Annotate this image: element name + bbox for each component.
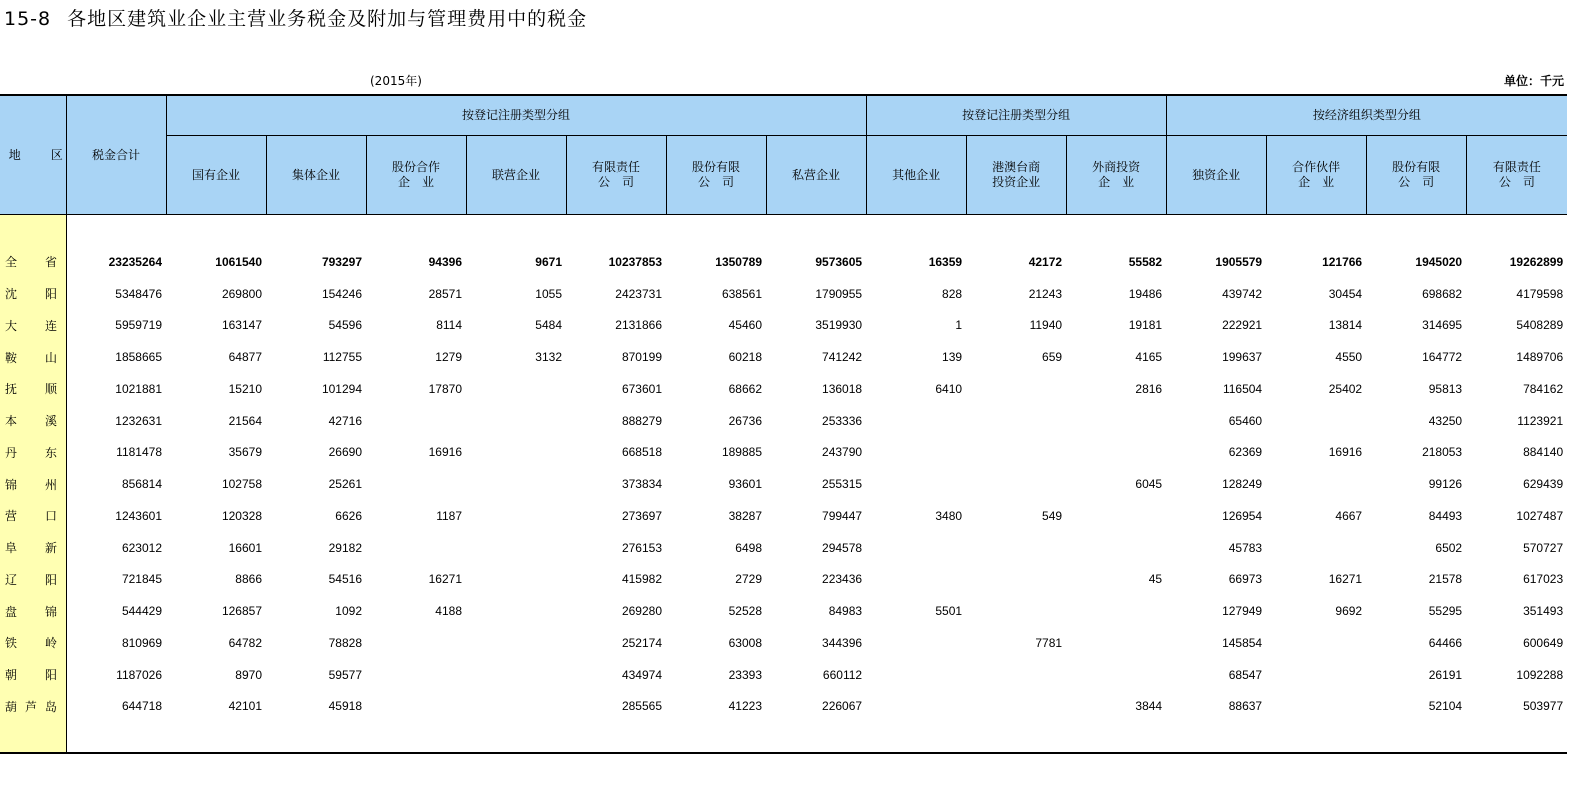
value-cell: 55582 bbox=[1128, 254, 1163, 269]
region-cell: 辽阳 bbox=[0, 564, 66, 596]
value-cell: 8114 bbox=[436, 318, 462, 333]
value-cell bbox=[1066, 659, 1166, 691]
value-cell: 13814 bbox=[1328, 318, 1363, 333]
value-cell bbox=[366, 405, 466, 437]
value-cell: 439742 bbox=[1222, 286, 1263, 301]
value-cell: 19181 bbox=[1128, 318, 1163, 333]
value-cell: 503977 bbox=[1523, 699, 1564, 714]
value-cell: 1489706 bbox=[1516, 350, 1564, 365]
value-cell: 42172 bbox=[1028, 254, 1063, 269]
value-cell bbox=[466, 659, 566, 691]
value-cell: 6410 bbox=[935, 381, 963, 396]
table-row bbox=[0, 437, 1567, 469]
value-cell bbox=[966, 405, 1066, 437]
value-cell: 121766 bbox=[1322, 254, 1363, 269]
unit-value: 千元 bbox=[1539, 74, 1564, 88]
value-cell: 116504 bbox=[1222, 381, 1263, 396]
region-cell: 阜新 bbox=[0, 532, 66, 564]
value-cell: 15210 bbox=[228, 381, 262, 396]
region-cell: 沈阳 bbox=[0, 278, 66, 310]
value-cell bbox=[1266, 405, 1366, 437]
value-cell: 16601 bbox=[228, 540, 262, 555]
region-cell bbox=[0, 215, 66, 247]
value-cell: 884140 bbox=[1523, 445, 1564, 460]
value-cell: 63008 bbox=[728, 635, 762, 650]
value-cell: 29182 bbox=[328, 540, 362, 555]
value-cell: 1187026 bbox=[116, 667, 162, 682]
value-cell: 43250 bbox=[1428, 413, 1463, 428]
value-cell bbox=[1066, 500, 1166, 532]
value-cell: 23393 bbox=[728, 667, 762, 682]
region-header: 地区 bbox=[0, 95, 66, 215]
value-cell: 65460 bbox=[1228, 413, 1263, 428]
region-cell: 抚顺 bbox=[0, 373, 66, 405]
value-cell bbox=[466, 627, 566, 659]
value-cell: 84493 bbox=[1428, 508, 1463, 523]
value-cell bbox=[866, 468, 966, 500]
value-cell: 64466 bbox=[1428, 635, 1463, 650]
value-cell: 1243601 bbox=[115, 508, 162, 523]
column-header: 独资企业 bbox=[1166, 136, 1266, 215]
value-cell: 189885 bbox=[721, 445, 762, 460]
value-cell: 42716 bbox=[328, 413, 362, 428]
value-cell: 793297 bbox=[321, 254, 362, 269]
value-cell: 1092288 bbox=[1516, 667, 1564, 682]
value-cell: 120328 bbox=[221, 508, 262, 523]
column-header: 外商投资 企 业 bbox=[1066, 136, 1166, 215]
group-header-economic: 按经济组织类型分组 bbox=[1166, 95, 1567, 136]
value-cell: 59577 bbox=[328, 667, 362, 682]
value-cell: 1279 bbox=[435, 350, 462, 365]
value-cell bbox=[1266, 468, 1366, 500]
value-cell: 19486 bbox=[1128, 286, 1163, 301]
value-cell: 68662 bbox=[728, 381, 762, 396]
value-cell: 1187 bbox=[436, 508, 462, 523]
value-cell: 3132 bbox=[535, 350, 562, 365]
value-cell: 544429 bbox=[121, 604, 162, 619]
table-row bbox=[0, 659, 1567, 691]
value-cell: 35679 bbox=[228, 445, 262, 460]
value-cell: 222921 bbox=[1222, 318, 1263, 333]
column-header: 股份有限 公 司 bbox=[1366, 136, 1466, 215]
value-cell: 30454 bbox=[1328, 286, 1363, 301]
region-cell: 鞍山 bbox=[0, 341, 66, 373]
value-cell: 6626 bbox=[335, 508, 362, 523]
value-cell: 1790955 bbox=[815, 286, 863, 301]
value-cell: 1350789 bbox=[715, 254, 762, 269]
value-cell: 45 bbox=[1148, 572, 1163, 587]
value-cell: 1945020 bbox=[1415, 254, 1463, 269]
value-cell: 4667 bbox=[1335, 508, 1363, 523]
region-cell: 丹东 bbox=[0, 437, 66, 469]
value-cell: 28571 bbox=[428, 286, 462, 301]
value-cell bbox=[1066, 437, 1166, 469]
value-cell: 2816 bbox=[1135, 381, 1163, 396]
value-cell: 45460 bbox=[728, 318, 762, 333]
value-cell: 42101 bbox=[228, 699, 262, 714]
value-cell: 223436 bbox=[822, 572, 863, 587]
value-cell bbox=[866, 627, 966, 659]
value-cell: 617023 bbox=[1523, 572, 1564, 587]
table-row bbox=[0, 405, 1567, 437]
table-row bbox=[0, 627, 1567, 659]
value-cell: 784162 bbox=[1523, 381, 1564, 396]
unit-label: 单位： bbox=[1503, 74, 1540, 88]
value-cell: 16916 bbox=[428, 445, 462, 460]
value-cell: 21564 bbox=[228, 413, 262, 428]
value-cell: 94396 bbox=[428, 254, 462, 269]
value-cell bbox=[966, 373, 1066, 405]
value-cell: 54516 bbox=[328, 572, 362, 587]
value-cell: 1858665 bbox=[115, 350, 162, 365]
value-cell: 62369 bbox=[1228, 445, 1263, 460]
value-cell: 5959719 bbox=[115, 318, 162, 333]
value-cell: 38287 bbox=[728, 508, 762, 523]
value-cell: 6498 bbox=[735, 540, 762, 555]
value-cell: 252174 bbox=[621, 635, 662, 650]
value-cell bbox=[466, 437, 566, 469]
value-cell bbox=[1266, 627, 1366, 659]
year-note: (2015年) bbox=[370, 74, 422, 88]
table-title: 各地区建筑业企业主营业务税金及附加与管理费用中的税金 bbox=[67, 8, 588, 30]
value-cell: 828 bbox=[942, 286, 963, 301]
value-cell: 102758 bbox=[221, 477, 262, 492]
value-cell bbox=[466, 373, 566, 405]
value-cell: 8866 bbox=[235, 572, 262, 587]
value-cell bbox=[966, 532, 1066, 564]
value-cell: 139 bbox=[942, 350, 963, 365]
region-cell: 全省 bbox=[0, 246, 66, 278]
column-header: 联营企业 bbox=[466, 136, 566, 215]
region-cell: 铁岭 bbox=[0, 627, 66, 659]
value-cell bbox=[466, 405, 566, 437]
value-cell: 5348476 bbox=[115, 286, 162, 301]
region-cell: 朝阳 bbox=[0, 659, 66, 691]
value-cell bbox=[966, 691, 1066, 723]
value-cell: 93601 bbox=[728, 477, 762, 492]
value-cell bbox=[966, 659, 1066, 691]
value-cell: 126857 bbox=[221, 604, 262, 619]
column-header: 国有企业 bbox=[166, 136, 266, 215]
column-header: 港澳台商 投资企业 bbox=[966, 136, 1066, 215]
value-cell: 3844 bbox=[1135, 699, 1163, 714]
value-cell: 99126 bbox=[1428, 477, 1463, 492]
value-cell: 164772 bbox=[1422, 350, 1463, 365]
value-cell: 54596 bbox=[328, 318, 362, 333]
table-row bbox=[0, 691, 1567, 723]
value-cell bbox=[866, 659, 966, 691]
value-cell: 16359 bbox=[928, 254, 963, 269]
value-cell: 16271 bbox=[1328, 572, 1363, 587]
column-header: 股份有限 公 司 bbox=[666, 136, 766, 215]
value-cell: 2729 bbox=[735, 572, 762, 587]
value-cell: 4188 bbox=[435, 604, 462, 619]
value-cell: 17870 bbox=[428, 381, 462, 396]
value-cell: 285565 bbox=[621, 699, 662, 714]
value-cell: 1232631 bbox=[115, 413, 162, 428]
value-cell: 276153 bbox=[621, 540, 662, 555]
value-cell bbox=[1266, 691, 1366, 723]
value-cell: 68547 bbox=[1228, 667, 1263, 682]
page-title bbox=[4, 4, 587, 31]
value-cell: 314695 bbox=[1422, 318, 1463, 333]
value-cell: 1055 bbox=[535, 286, 562, 301]
value-cell: 8970 bbox=[235, 667, 262, 682]
value-cell bbox=[1066, 595, 1166, 627]
value-cell: 5501 bbox=[935, 604, 963, 619]
value-cell: 1905579 bbox=[1215, 254, 1263, 269]
value-cell: 78828 bbox=[328, 635, 362, 650]
value-cell: 9573605 bbox=[815, 254, 863, 269]
value-cell: 45918 bbox=[328, 699, 362, 714]
value-cell: 1092 bbox=[335, 604, 362, 619]
column-header: 合作伙伴 企 业 bbox=[1266, 136, 1366, 215]
value-cell: 1123921 bbox=[1517, 413, 1564, 428]
value-cell bbox=[966, 564, 1066, 596]
table-row bbox=[0, 310, 1567, 342]
value-cell: 26736 bbox=[728, 413, 762, 428]
table-row bbox=[0, 500, 1567, 532]
table-number: 15-8 bbox=[4, 8, 52, 30]
value-cell bbox=[866, 437, 966, 469]
value-cell: 856814 bbox=[121, 477, 162, 492]
column-header: 私营企业 bbox=[766, 136, 866, 215]
value-cell: 7781 bbox=[1035, 635, 1063, 650]
value-cell: 888279 bbox=[621, 413, 662, 428]
value-cell: 45783 bbox=[1228, 540, 1263, 555]
value-cell: 269800 bbox=[221, 286, 262, 301]
value-cell: 16916 bbox=[1328, 445, 1363, 460]
value-cell: 66973 bbox=[1228, 572, 1263, 587]
value-cell: 218053 bbox=[1422, 445, 1463, 460]
value-cell bbox=[866, 691, 966, 723]
group-header-registration-1: 按登记注册类型分组 bbox=[166, 95, 866, 136]
value-cell: 21578 bbox=[1428, 572, 1463, 587]
value-cell: 23235264 bbox=[108, 254, 162, 269]
value-cell: 52528 bbox=[728, 604, 762, 619]
value-cell: 9692 bbox=[1335, 604, 1363, 619]
value-cell: 660112 bbox=[822, 667, 863, 682]
value-cell: 4179598 bbox=[1516, 286, 1564, 301]
value-cell: 549 bbox=[1042, 508, 1063, 523]
value-cell bbox=[866, 532, 966, 564]
value-cell bbox=[466, 500, 566, 532]
value-cell bbox=[1066, 627, 1166, 659]
value-cell: 273697 bbox=[621, 508, 662, 523]
value-cell: 19262899 bbox=[1509, 254, 1564, 269]
value-cell: 6502 bbox=[1435, 540, 1463, 555]
value-cell: 1021881 bbox=[115, 381, 162, 396]
value-cell: 1181478 bbox=[116, 445, 162, 460]
value-cell: 4165 bbox=[1135, 350, 1163, 365]
value-cell: 659 bbox=[1042, 350, 1063, 365]
value-cell: 415982 bbox=[621, 572, 662, 587]
value-cell bbox=[1266, 659, 1366, 691]
column-header: 集体企业 bbox=[266, 136, 366, 215]
value-cell: 741242 bbox=[822, 350, 863, 365]
region-cell: 大连 bbox=[0, 310, 66, 342]
value-cell bbox=[1066, 405, 1166, 437]
value-cell: 4550 bbox=[1335, 350, 1363, 365]
value-cell: 294578 bbox=[822, 540, 863, 555]
value-cell: 11940 bbox=[1029, 318, 1063, 333]
value-cell bbox=[866, 564, 966, 596]
value-cell: 145854 bbox=[1222, 635, 1263, 650]
value-cell: 25402 bbox=[1328, 381, 1363, 396]
value-cell: 668518 bbox=[621, 445, 662, 460]
value-cell: 127949 bbox=[1222, 604, 1263, 619]
region-cell: 锦州 bbox=[0, 468, 66, 500]
unit-note bbox=[1504, 72, 1564, 89]
value-cell: 243790 bbox=[822, 445, 863, 460]
value-cell: 1 bbox=[955, 318, 963, 333]
table-row bbox=[0, 468, 1567, 500]
region-cell: 葫芦岛 bbox=[0, 691, 66, 723]
table-row bbox=[0, 246, 1567, 278]
value-cell bbox=[466, 595, 566, 627]
value-cell bbox=[366, 468, 466, 500]
column-header: 其他企业 bbox=[866, 136, 966, 215]
value-cell: 5484 bbox=[535, 318, 562, 333]
value-cell: 5408289 bbox=[1516, 318, 1564, 333]
value-cell: 1061540 bbox=[215, 254, 262, 269]
value-cell: 60218 bbox=[728, 350, 762, 365]
value-cell: 3519930 bbox=[815, 318, 863, 333]
value-cell: 136018 bbox=[822, 381, 863, 396]
value-cell: 373834 bbox=[621, 477, 662, 492]
value-cell bbox=[466, 532, 566, 564]
group-header-registration-2: 按登记注册类型分组 bbox=[866, 95, 1166, 136]
value-cell: 570727 bbox=[1523, 540, 1564, 555]
value-cell: 25261 bbox=[328, 477, 362, 492]
value-cell: 52104 bbox=[1428, 699, 1463, 714]
value-cell bbox=[966, 468, 1066, 500]
value-cell: 810969 bbox=[121, 635, 162, 650]
value-cell bbox=[466, 468, 566, 500]
value-cell bbox=[1066, 532, 1166, 564]
region-cell: 盘锦 bbox=[0, 595, 66, 627]
table-row bbox=[0, 341, 1567, 373]
column-header: 股份合作 企 业 bbox=[366, 136, 466, 215]
value-cell: 623012 bbox=[121, 540, 162, 555]
value-cell: 26191 bbox=[1428, 667, 1463, 682]
value-cell: 41223 bbox=[728, 699, 762, 714]
value-cell bbox=[466, 691, 566, 723]
value-cell: 6045 bbox=[1135, 477, 1163, 492]
value-cell: 88637 bbox=[1228, 699, 1263, 714]
value-cell: 344396 bbox=[822, 635, 863, 650]
value-cell: 199637 bbox=[1222, 350, 1263, 365]
value-cell: 64877 bbox=[228, 350, 262, 365]
value-cell: 9671 bbox=[535, 254, 562, 269]
table-row bbox=[0, 595, 1567, 627]
value-cell bbox=[866, 405, 966, 437]
value-cell bbox=[366, 627, 466, 659]
value-cell bbox=[966, 437, 1066, 469]
value-cell: 3480 bbox=[935, 508, 963, 523]
value-cell bbox=[366, 659, 466, 691]
value-cell: 721845 bbox=[121, 572, 162, 587]
region-cell: 营口 bbox=[0, 500, 66, 532]
table-row bbox=[0, 373, 1567, 405]
value-cell: 26690 bbox=[328, 445, 362, 460]
value-cell bbox=[466, 564, 566, 596]
value-cell: 253336 bbox=[822, 413, 863, 428]
value-cell: 870199 bbox=[621, 350, 662, 365]
value-cell: 128249 bbox=[1222, 477, 1263, 492]
value-cell: 2131866 bbox=[615, 318, 662, 333]
value-cell: 644718 bbox=[121, 699, 162, 714]
value-cell bbox=[1266, 532, 1366, 564]
value-cell: 112755 bbox=[322, 350, 362, 365]
value-cell: 2423731 bbox=[615, 286, 662, 301]
value-cell: 1027487 bbox=[1516, 508, 1564, 523]
value-cell: 226067 bbox=[822, 699, 863, 714]
table-row bbox=[0, 278, 1567, 310]
value-cell: 600649 bbox=[1523, 635, 1564, 650]
column-header: 有限责任 公 司 bbox=[1466, 136, 1567, 215]
value-cell: 255315 bbox=[822, 477, 863, 492]
value-cell: 351493 bbox=[1523, 604, 1564, 619]
value-cell: 126954 bbox=[1222, 508, 1263, 523]
value-cell: 269280 bbox=[621, 604, 662, 619]
value-cell: 434974 bbox=[621, 667, 662, 682]
value-cell: 101294 bbox=[321, 381, 362, 396]
value-cell bbox=[966, 595, 1066, 627]
value-cell: 16271 bbox=[428, 572, 462, 587]
tax-table bbox=[0, 94, 1567, 754]
value-cell: 629439 bbox=[1523, 477, 1564, 492]
value-cell: 95813 bbox=[1428, 381, 1463, 396]
table-row bbox=[0, 564, 1567, 596]
value-cell: 673601 bbox=[621, 381, 662, 396]
total-header: 税金合计 bbox=[66, 95, 166, 215]
value-cell: 21243 bbox=[1028, 286, 1063, 301]
value-cell: 84983 bbox=[828, 604, 863, 619]
value-cell: 154246 bbox=[321, 286, 362, 301]
value-cell: 799447 bbox=[822, 508, 863, 523]
value-cell: 64782 bbox=[228, 635, 262, 650]
column-header: 有限责任 公 司 bbox=[566, 136, 666, 215]
region-cell bbox=[0, 722, 66, 753]
table-row bbox=[0, 532, 1567, 564]
region-cell: 本溪 bbox=[0, 405, 66, 437]
value-cell: 698682 bbox=[1422, 286, 1463, 301]
value-cell bbox=[366, 691, 466, 723]
value-cell: 638561 bbox=[721, 286, 762, 301]
value-cell: 55295 bbox=[1428, 604, 1463, 619]
value-cell bbox=[366, 532, 466, 564]
value-cell: 10237853 bbox=[608, 254, 662, 269]
value-cell: 163147 bbox=[221, 318, 262, 333]
